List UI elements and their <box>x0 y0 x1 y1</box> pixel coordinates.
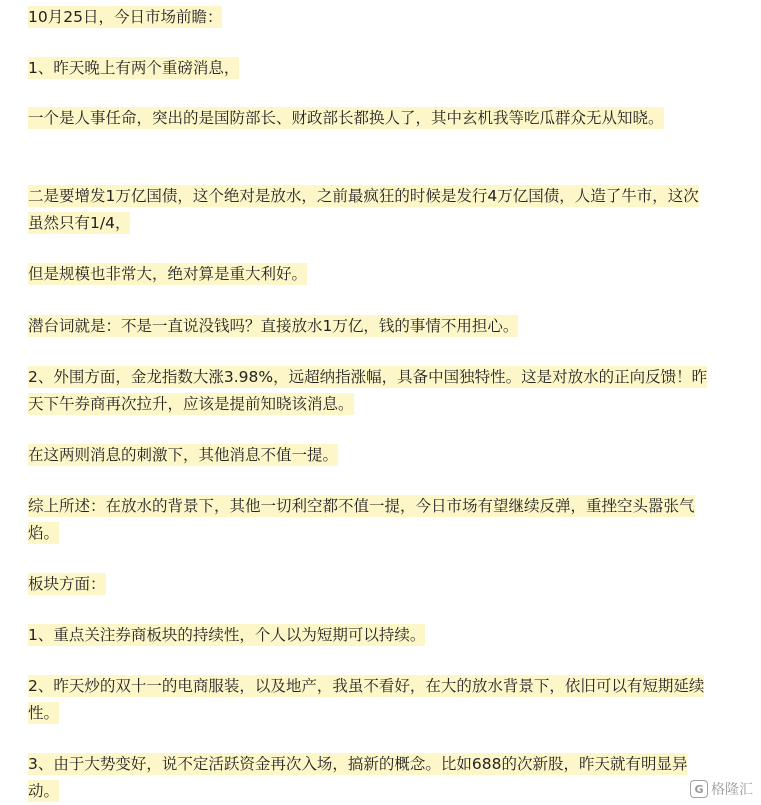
paragraph-stimulus: 在这两则消息的刺激下，其他消息不值一提。 <box>28 446 339 464</box>
paragraph-point-1: 1、昨天晚上有两个重磅消息， <box>28 59 240 77</box>
watermark <box>690 779 753 799</box>
paragraph-sectors-heading: 板块方面： <box>28 575 106 593</box>
paragraph-date-header: 10月25日，今日市场前瞻： <box>28 8 223 26</box>
paragraph-scale: 但是规模也非常大，绝对算是重大利好。 <box>28 265 308 283</box>
paragraph-subtext: 潜台词就是：不是一直说没钱吗？直接放水1万亿，钱的事情不用担心。 <box>28 317 519 335</box>
paragraph-point-2: 2、外围方面，金龙指数大涨3.98%，远超纳指涨幅，具备中国独特性。这是对放水的正向反馈！昨天下午券商再次拉升，应该是提前知晓该消息。 <box>28 368 708 413</box>
paragraph-summary: 综上所述：在放水的背景下，其他一切利空都不值一提，今日市场有望继续反弹，重挫空头嚣张气焰。 <box>28 497 695 542</box>
paragraph-sector-2: 2、昨天炒的双十一的电商服装，以及地产，我虽不看好，在大的放水背景下，依旧可以有短期延续性。 <box>28 677 705 722</box>
paragraph-sector-1: 1、重点关注券商板块的持续性，个人以为短期可以持续。 <box>28 626 426 644</box>
watermark-logo-icon: G <box>690 780 708 798</box>
paragraph-bonds: 二是要增发1万亿国债，这个绝对是放水，之前最疯狂的时候是发行4万亿国债，人造了牛市，这次虽然只有1/4， <box>28 187 699 232</box>
watermark-text: 格隆汇 <box>711 782 753 798</box>
paragraph-sector-3: 3、由于大势变好，说不定活跃资金再次入场，搞新的概念。比如688的次新股，昨天就有明显异动。 <box>28 755 688 800</box>
paragraph-personnel: 一个是人事任命，突出的是国防部长、财政部长都换人了，其中玄机我等吃瓜群众无从知晓。 <box>28 109 664 127</box>
